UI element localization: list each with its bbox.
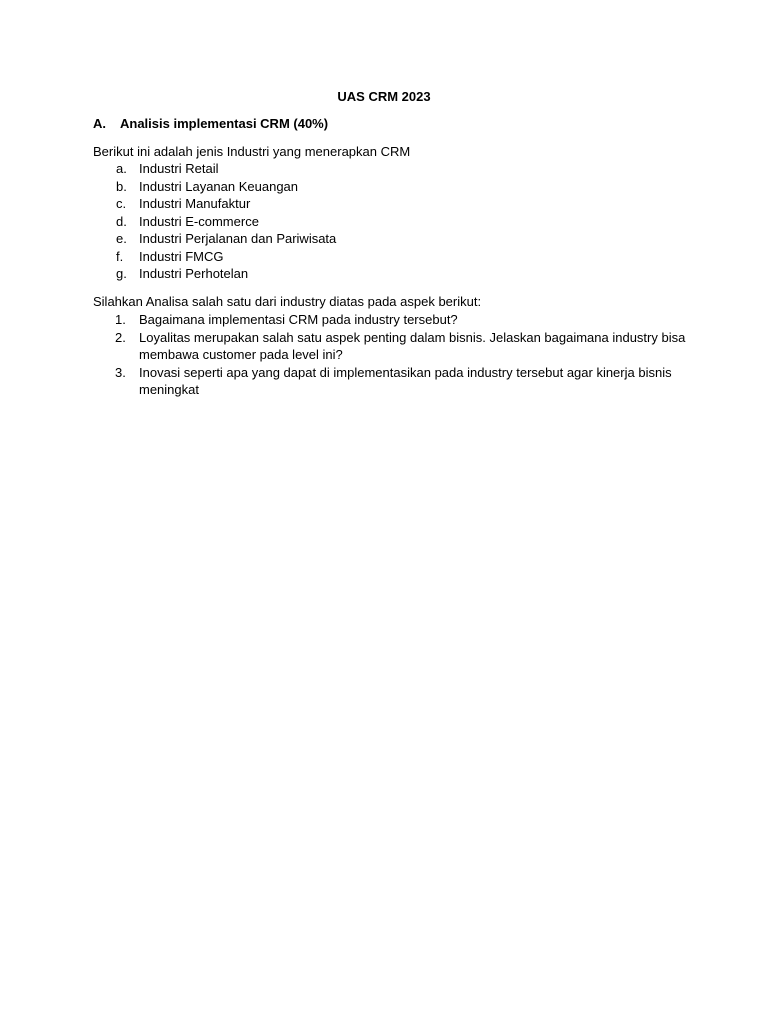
- question-marker: 1.: [115, 312, 126, 327]
- list-marker: g.: [116, 266, 127, 281]
- list-marker: e.: [116, 231, 127, 246]
- list-marker: c.: [116, 196, 127, 211]
- list-item: [93, 178, 713, 196]
- list-item: [93, 230, 713, 248]
- question-text: Bagaimana implementasi CRM pada industry tersebut?: [139, 312, 458, 327]
- question-list: [93, 311, 693, 399]
- list-marker: f.: [116, 248, 124, 264]
- section-heading-text: Analisis implementasi CRM (40%): [120, 116, 329, 131]
- question-marker: 2.: [115, 329, 126, 345]
- document-title: UAS CRM 2023: [337, 89, 431, 104]
- list-marker: a.: [116, 161, 127, 176]
- question-item: [93, 329, 693, 364]
- list-marker: d.: [116, 213, 127, 229]
- list-item-text: Industri Perhotelan: [139, 266, 249, 281]
- list-item: [93, 160, 713, 178]
- list-item: [93, 265, 713, 283]
- list-item-text: Industri Perjalanan dan Pariwisata: [139, 231, 337, 246]
- section-heading: [93, 115, 713, 133]
- question-marker: 3.: [115, 364, 126, 380]
- list-item: [93, 248, 713, 266]
- list-item: [93, 213, 713, 231]
- list-item-text: Industri Manufaktur: [139, 196, 251, 211]
- question-text: Loyalitas merupakan salah satu aspek penting dalam bisnis. Jelaskan bagaimana industry bisa membawa customer pada level ini?: [139, 329, 686, 362]
- list-item: [93, 195, 713, 213]
- question-text: Inovasi seperti apa yang dapat di implementasikan pada industry tersebut agar kinerja bisnis meningkat: [139, 364, 672, 397]
- list-item-text: Industri Retail: [139, 161, 219, 176]
- question-item: [93, 364, 693, 399]
- list-item-text: Industri FMCG: [139, 248, 224, 264]
- list-item-text: Industri E-commerce: [139, 213, 259, 229]
- question-item: [93, 311, 693, 329]
- instruction-paragraph: Silahkan Analisa salah satu dari industry diatas pada aspek berikut:: [93, 294, 482, 309]
- intro-paragraph: Berikut ini adalah jenis Industri yang menerapkan CRM: [93, 144, 411, 159]
- list-marker: b.: [116, 178, 127, 194]
- list-item-text: Industri Layanan Keuangan: [139, 178, 299, 194]
- section-marker: A.: [93, 116, 106, 131]
- industry-list: [93, 160, 713, 283]
